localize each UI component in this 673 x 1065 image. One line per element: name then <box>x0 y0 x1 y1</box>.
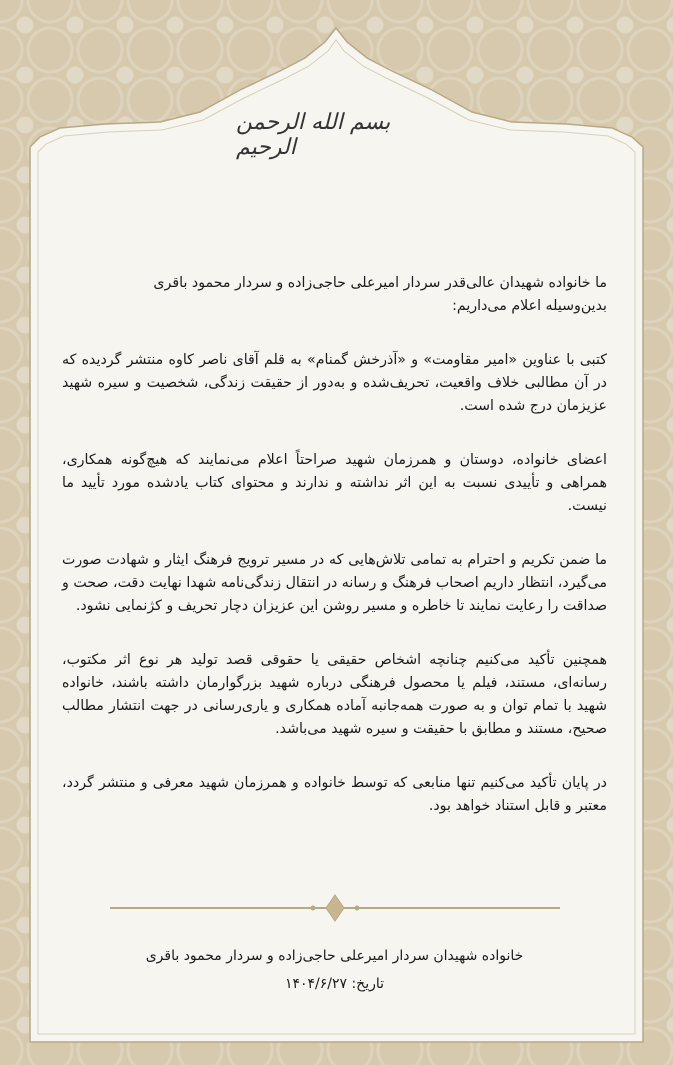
paragraph-4: همچنین تأکید می‌کنیم چنانچه اشخاص حقیقی یا حقوقی قصد تولید هر نوع اثر مکتوب، رسانه‌ای، مستند، فیلم یا محصول فرهنگی درباره شهید بزرگوارمان داشته باشند، خانواده شهید با تمام توان و به صورت همه‌جانبه آماده همکاری و یاری‌رسانی در جهت انتشار مطالب صحیح، مستند و مطابق با حقیقت و سیره شهید می‌باشد. <box>62 652 607 737</box>
paragraph-2: اعضای خانواده، دوستان و همرزمان شهید صراحتاً اعلام می‌نمایند که هیچ‌گونه همکاری، همراهی و تأییدی نسبت به این اثر نداشته و ندارند و محتوای کتاب یادشده مورد تأیید ما نیست. <box>62 452 607 514</box>
divider-dot-right <box>355 906 360 911</box>
letter-body <box>62 272 607 849</box>
paragraph-1: کتبی با عناوین «امیر مقاومت» و «آذرخش گمنام» به قلم آقای ناصر کاوه منتشر گردیده که در آن مطالبی خلاف واقعیت، تحریف‌شده و به‌دور از حقیقت زندگی، شخصیت و سیره شهید عزیزمان درج شده است. <box>62 352 607 414</box>
paragraph-5: در پایان تأکید می‌کنیم تنها منابعی که توسط خانواده و همرزمان شهید معرفی و منتشر گردد، معتبر و قابل استناد خواهد بود. <box>62 775 607 814</box>
ornamental-divider <box>110 893 560 923</box>
date-label: تاریخ: <box>351 976 385 992</box>
divider-dot-left <box>311 906 316 911</box>
basmala-calligraphy: بسم الله الرحمن الرحیم <box>236 110 391 160</box>
divider-diamond <box>326 895 344 921</box>
date-value: ۱۴۰۴/۶/۲۷ <box>284 976 348 992</box>
intro-line-2: بدین‌وسیله اعلام می‌داریم: <box>452 298 607 314</box>
intro-line-1: ما خانواده شهیدان عالی‌قدر سردار امیرعلی حاجی‌زاده و سردار محمود باقری <box>153 275 607 291</box>
letter-intro <box>62 272 607 318</box>
signature-block <box>62 942 607 998</box>
date-row <box>62 970 607 998</box>
paragraph-3: ما ضمن تکریم و احترام به تمامی تلاش‌هایی که در مسیر ترویج فرهنگ ایثار و شهادت صورت می‌گیرد، انتظار داریم اصحاب فرهنگ و رسانه در انتقال زندگی‌نامه شهدا نهایت دقت، صحت و صداقت را رعایت نمایند تا خاطره و مسیر روشن این عزیزان دچار تحریف و کژنمایی نشود. <box>62 552 607 614</box>
signature-name: خانواده شهیدان سردار امیرعلی حاجی‌زاده و سردار محمود باقری <box>145 948 524 964</box>
